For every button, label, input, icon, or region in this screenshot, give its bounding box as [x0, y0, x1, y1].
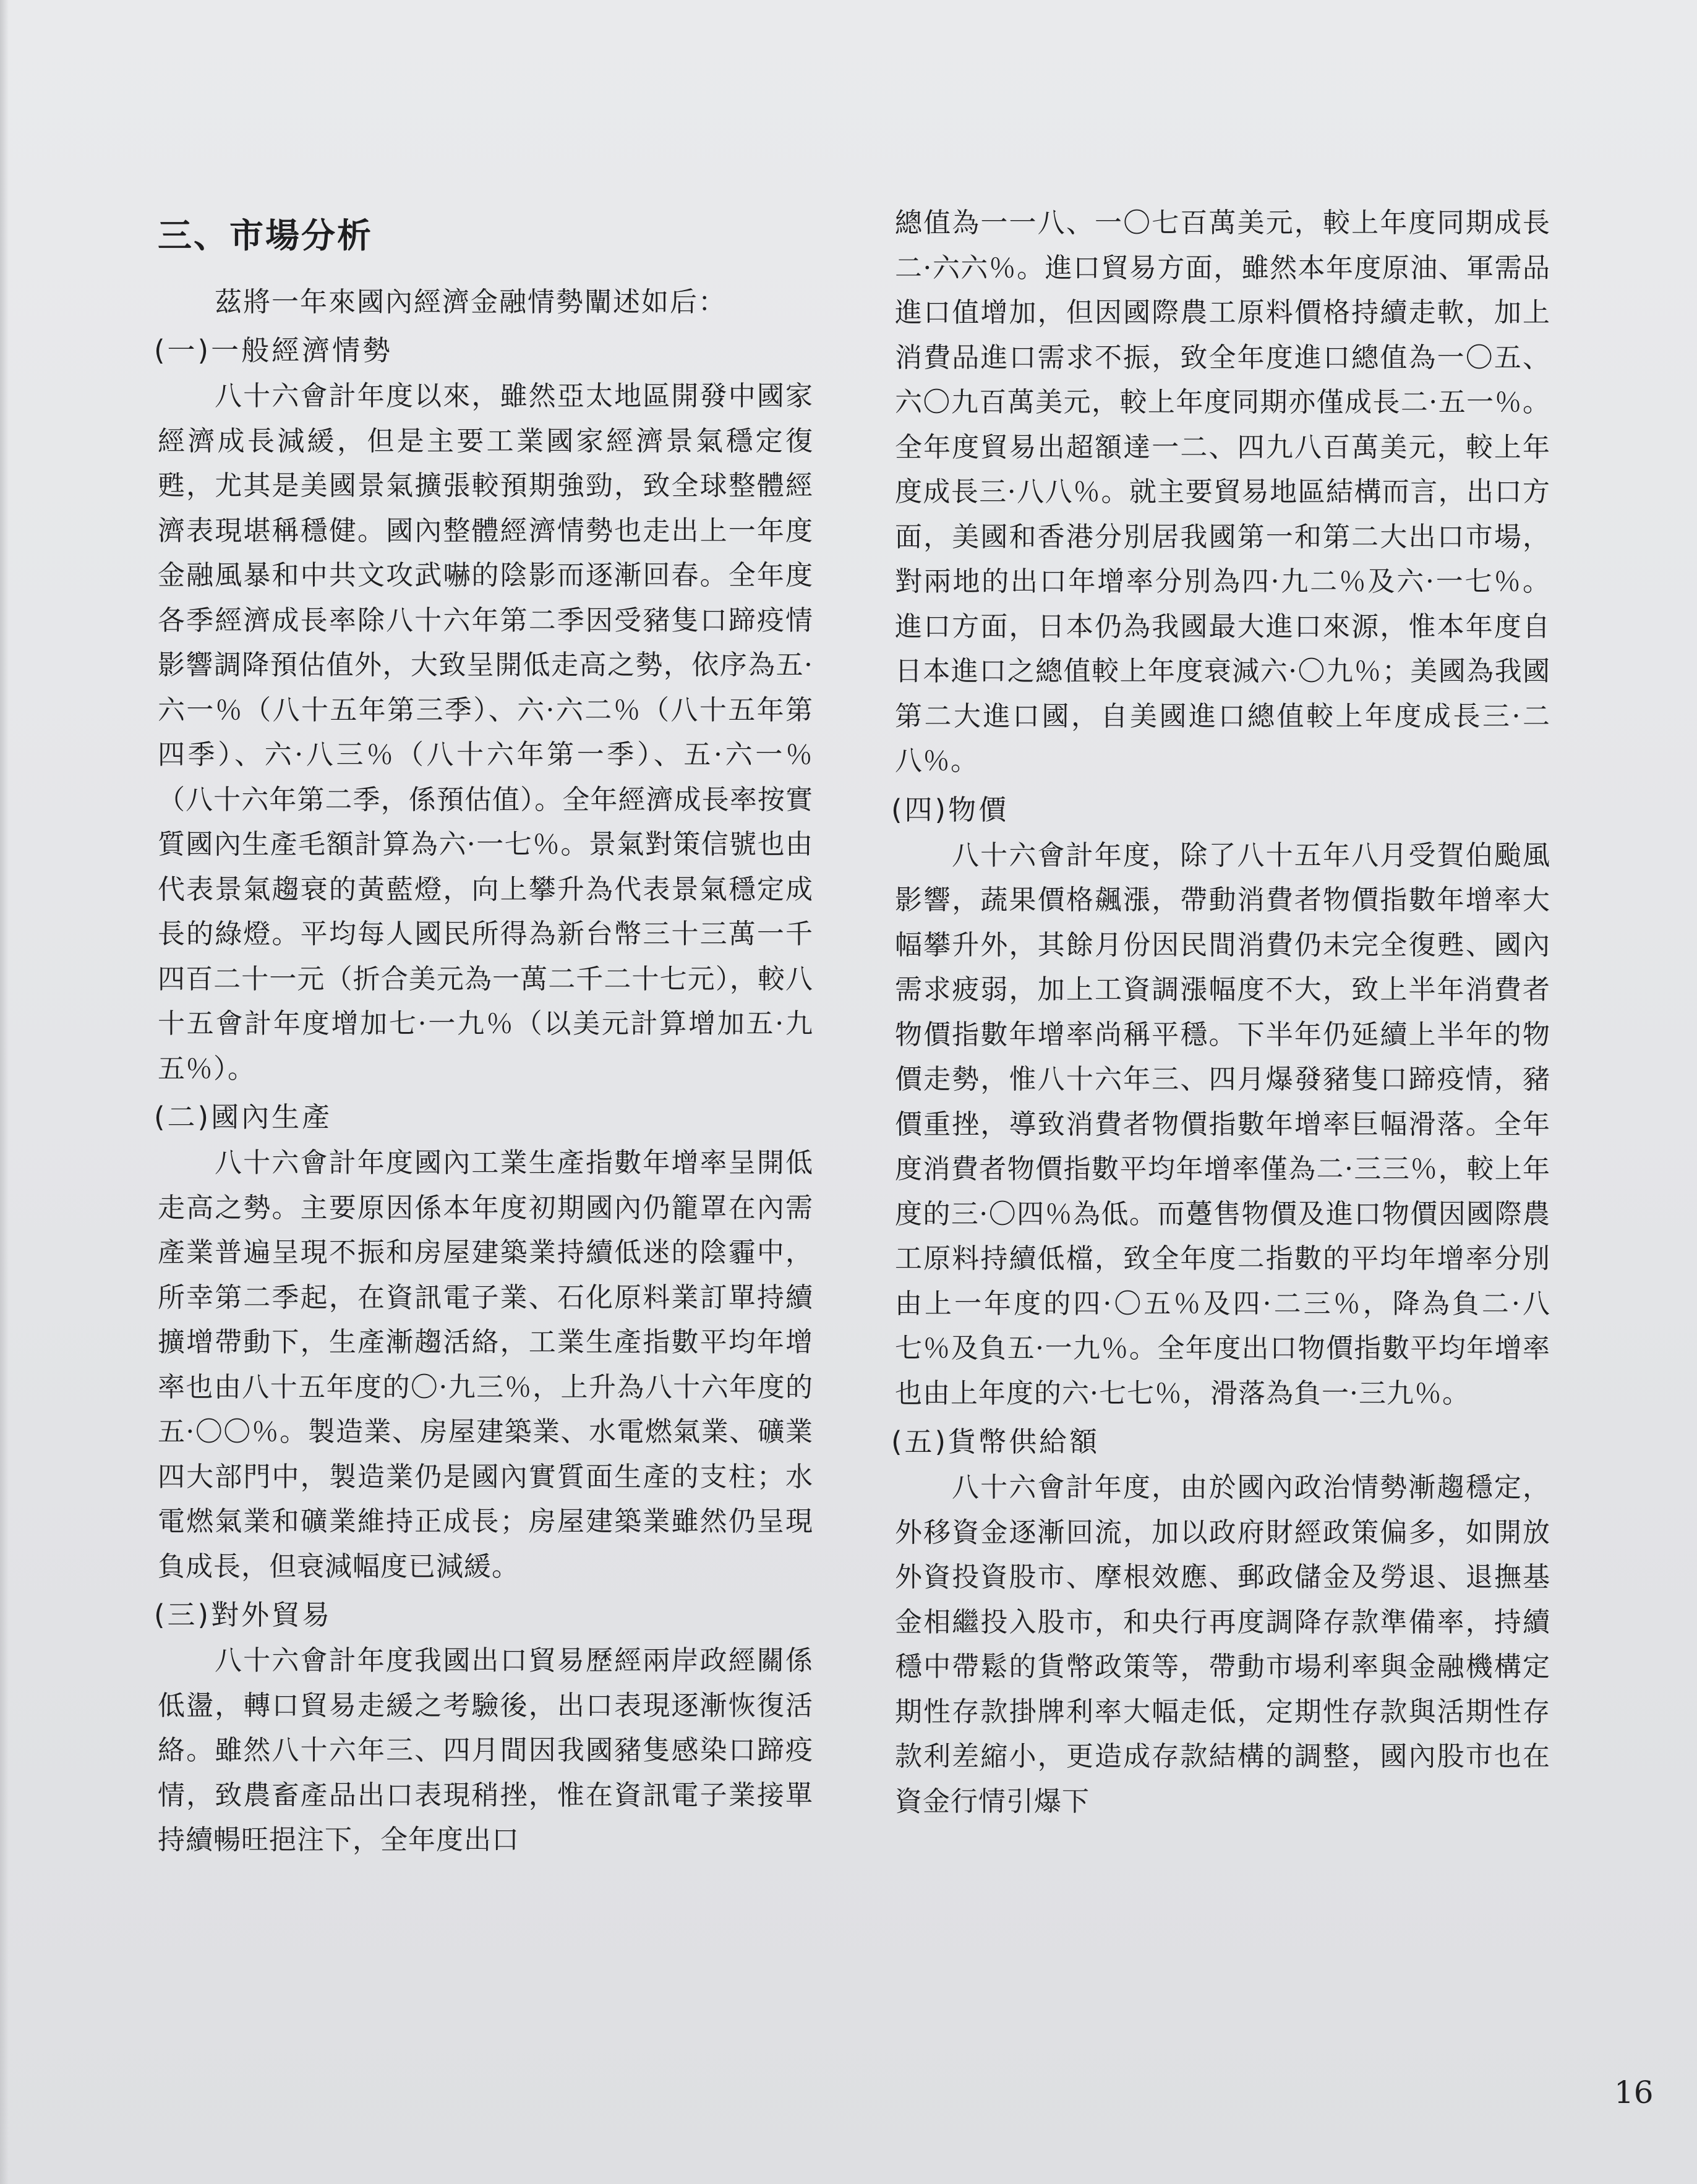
right-column	[891, 201, 1550, 1827]
page-edge-shadow	[0, 0, 9, 2184]
section-heading-money-supply: (五)貨幣供給額	[891, 1425, 1100, 1458]
section-text-general-economy: 八十六會計年度以來，雖然亞太地區開發中國家經濟成長減緩，但是主要工業國家經濟景氣穩定復甦，尤其是美國景氣擴張較預期強勁，致全球整體經濟表現堪稱穩健。國內整體經濟情勢也走出上一年度金融風暴和中共文攻武嚇的陰影而逐漸回春。全年度各季經濟成長率除八十六年第二季因受豬隻口蹄疫情影響調降預估值外，大致呈開低走高之勢，依序為五·六一％（八十五年第三季）、六·六二％（八十五年第四季）、六·八三％（八十六年第一季）、五·六一％（八十六年第二季，係預估值）。全年經濟成長率按實質國內生產毛額計算為六·一七％。景氣對策信號也由代表景氣趨衰的黃藍燈，向上攀升為代表景氣穩定成長的綠燈。平均每人國民所得為新台幣三十三萬一千四百二十一元（折合美元為一萬二千二十七元），較八十五會計年度增加七·一九％（以美元計算增加五·九五％）。	[158, 380, 813, 1085]
page-title: 三、市場分析	[158, 216, 374, 255]
section-heading-foreign-trade: (三)對外貿易	[154, 1598, 333, 1631]
section-heading-general-economy: (一)一般經濟情勢	[154, 334, 393, 367]
intro-text: 茲將一年來國內經濟金融情勢闡述如后：	[215, 286, 727, 318]
left-column	[154, 213, 813, 1866]
page-number: 16	[1614, 2075, 1654, 2110]
section-heading-prices: (四)物價	[891, 793, 1009, 826]
section-text-foreign-trade-part2: 總值為一一八、一〇七百萬美元，較上年度同期成長二·六六％。進口貿易方面，雖然本年度原油、軍需品進口值增加，但因國際農工原料價格持續走軟，加上消費品進口需求不振，致全年度進口總值為一〇五、六〇九百萬美元，較上年度同期亦僅成長二·五一％。全年度貿易出超額達一二、四九八百萬美元，較上年度成長三·八八％。就主要貿易地區結構而言，出口方面，美國和香港分別居我國第一和第二大出口市場，對兩地的出口年增率分別為四·九二％及六·一七％。進口方面，日本仍為我國最大進口來源，惟本年度自日本進口之總值較上年度衰減六·〇九％；美國為我國第二大進口國，自美國進口總值較上年度成長三·二八％。	[895, 207, 1550, 777]
section-heading-domestic-production: (二)國內生產	[154, 1101, 333, 1133]
section-text-money-supply: 八十六會計年度，由於國內政治情勢漸趨穩定，外移資金逐漸回流，加以政府財經政策偏多，如開放外資投資股市、摩根效應、郵政儲金及勞退、退撫基金相繼投入股市，和央行再度調降存款準備率，持續穩中帶鬆的貨幣政策等，帶動市場利率與金融機構定期性存款掛牌利率大幅走低，定期性存款與活期性存款利差縮小，更造成存款結構的調整，國內股市也在資金行情引爆下	[895, 1472, 1550, 1817]
section-text-domestic-production: 八十六會計年度國內工業生產指數年增率呈開低走高之勢。主要原因係本年度初期國內仍籠罩在內需產業普遍呈現不振和房屋建築業持續低迷的陰霾中，所幸第二季起，在資訊電子業、石化原料業訂單持續擴增帶動下，生產漸趨活絡，工業生產指數平均年增率也由八十五年度的〇·九三％，上升為八十六年度的五·〇〇％。製造業、房屋建築業、水電燃氣業、礦業四大部門中，製造業仍是國內實質面生產的支柱；水電燃氣業和礦業維持正成長；房屋建築業雖然仍呈現負成長，但衰減幅度已減緩。	[158, 1147, 813, 1582]
section-text-foreign-trade-part1: 八十六會計年度我國出口貿易歷經兩岸政經關係低盪，轉口貿易走緩之考驗後，出口表現逐漸恢復活絡。雖然八十六年三、四月間因我國豬隻感染口蹄疫情，致農畜產品出口表現稍挫，惟在資訊電子業接單持續暢旺挹注下，全年度出口	[158, 1645, 813, 1856]
section-text-prices: 八十六會計年度，除了八十五年八月受賀伯颱風影響，蔬果價格飆漲，帶動消費者物價指數年增率大幅攀升外，其餘月份因民間消費仍未完全復甦、國內需求疲弱，加上工資調漲幅度不大，致上半年消費者物價指數年增率尚稱平穩。下半年仍延續上半年的物價走勢，惟八十六年三、四月爆發豬隻口蹄疫情，豬價重挫，導致消費者物價指數年增率巨幅滑落。全年度消費者物價指數平均年增率僅為二·三三％，較上年度的三·〇四％為低。而躉售物價及進口物價因國際農工原料持續低檔，致全年度二指數的平均年增率分別由上一年度的四·〇五％及四·二三％，降為負二·八七％及負五·一九％。全年度出口物價指數平均年增率也由上年度的六·七七％，滑落為負一·三九％。	[895, 839, 1550, 1409]
